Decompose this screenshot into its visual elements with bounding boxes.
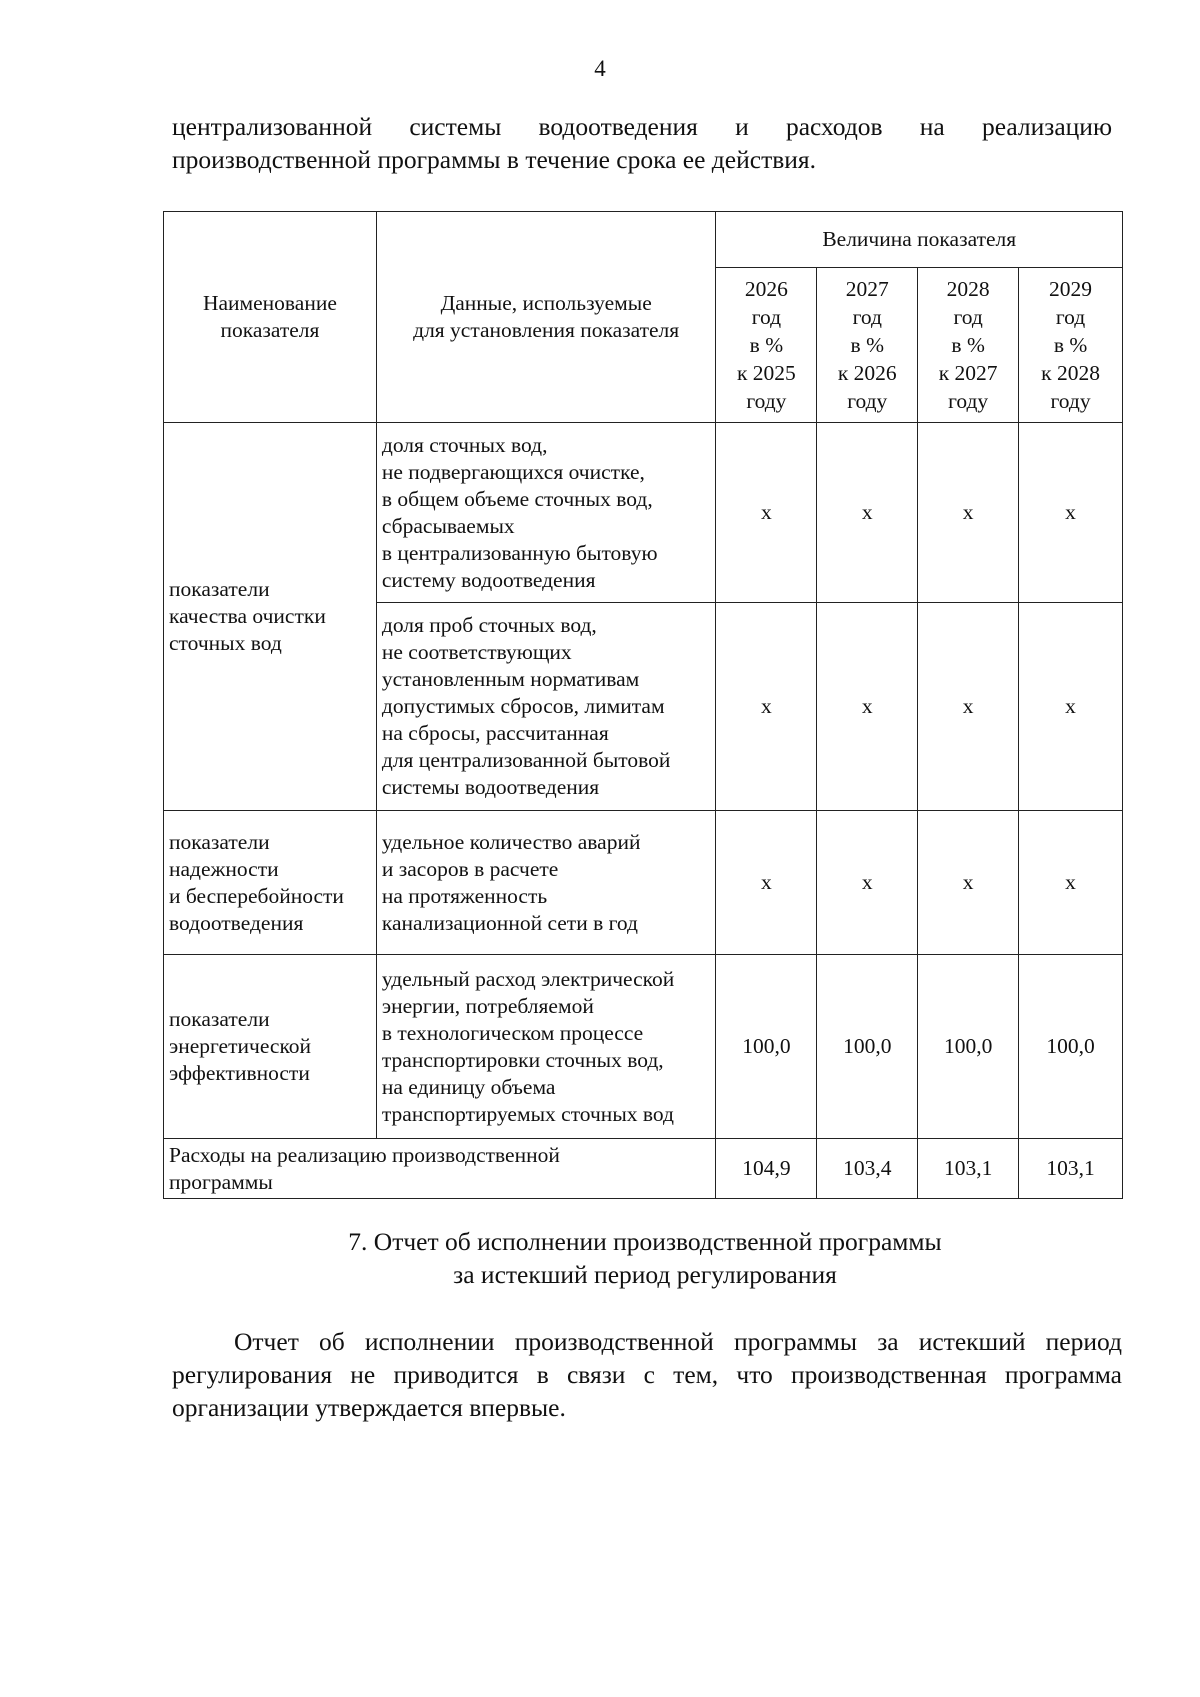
value-2029: 100,0 — [1019, 955, 1123, 1139]
value-2027: 100,0 — [817, 955, 918, 1139]
intro-line: производственной программы в течение срока ее действия. — [172, 145, 816, 174]
header-value-group: Величина показателя — [716, 212, 1123, 268]
value-2026: x — [716, 603, 817, 811]
paragraph-line: Отчет об исполнении производственной программы за истекший период — [234, 1327, 1122, 1356]
value-2026: x — [716, 811, 817, 955]
value-2027: x — [817, 811, 918, 955]
paragraph-line: организации утверждается впервые. — [172, 1393, 566, 1422]
indicator-group-name: показатели энергетической эффективности — [164, 955, 377, 1139]
expenses-label: Расходы на реализацию производственной программы — [164, 1139, 716, 1199]
value-2026: x — [716, 423, 817, 603]
value-2028: x — [918, 811, 1019, 955]
value-2028: 100,0 — [918, 955, 1019, 1139]
value-2029: x — [1019, 603, 1123, 811]
table-row-expenses — [164, 1139, 1123, 1199]
section-heading — [0, 1225, 1200, 1291]
value-2027: x — [817, 423, 918, 603]
section-paragraph — [172, 1325, 1122, 1424]
value-2028: x — [918, 423, 1019, 603]
table-header-row — [164, 212, 1123, 268]
header-indicator-name: Наименование показателя — [164, 212, 377, 423]
table-row — [164, 955, 1123, 1139]
value-2029: 103,1 — [1019, 1139, 1123, 1199]
table-row — [164, 423, 1123, 603]
table-row — [164, 811, 1123, 955]
section-heading-line: за истекший период регулирования — [453, 1260, 837, 1289]
section-heading-line: 7. Отчет об исполнении производственной программы — [348, 1227, 942, 1256]
header-source-data: Данные, используемые для установления показателя — [376, 212, 716, 423]
value-2029: x — [1019, 811, 1123, 955]
indicator-source-data: удельный расход электрической энергии, потребляемой в технологическом процессе транспортировки сточных вод, на единицу объема транспортируемых сточных вод — [376, 955, 716, 1139]
value-2029: x — [1019, 423, 1123, 603]
value-2028: 103,1 — [918, 1139, 1019, 1199]
indicator-group-name: показатели качества очистки сточных вод — [164, 423, 377, 811]
header-year-2029: 2029 год в % к 2028 году — [1019, 268, 1123, 423]
value-2027: 103,4 — [817, 1139, 918, 1199]
indicator-source-data: удельное количество аварий и засоров в расчете на протяженность канализационной сети в год — [376, 811, 716, 955]
indicator-source-data: доля сточных вод, не подвергающихся очистке, в общем объеме сточных вод, сбрасываемых в централизованную бытовую систему водоотведения — [376, 423, 716, 603]
indicator-source-data: доля проб сточных вод, не соответствующих установленным нормативам допустимых сбросов, лимитам на сбросы, рассчитанная для централизованной бытовой системы водоотведения — [376, 603, 716, 811]
paragraph-line: регулирования не приводится в связи с тем, что производственная программа — [172, 1360, 1122, 1389]
header-year-2028: 2028 год в % к 2027 году — [918, 268, 1019, 423]
indicator-group-name: показатели надежности и бесперебойности водоотведения — [164, 811, 377, 955]
value-2026: 104,9 — [716, 1139, 817, 1199]
intro-line: централизованной системы водоотведения и расходов на реализацию — [172, 112, 1112, 141]
indicators-table — [163, 211, 1123, 1199]
header-year-2027: 2027 год в % к 2026 году — [817, 268, 918, 423]
header-year-2026: 2026 год в % к 2025 году — [716, 268, 817, 423]
intro-paragraph — [172, 110, 1112, 176]
page-number: 4 — [594, 56, 606, 81]
value-2026: 100,0 — [716, 955, 817, 1139]
value-2028: x — [918, 603, 1019, 811]
value-2027: x — [817, 603, 918, 811]
